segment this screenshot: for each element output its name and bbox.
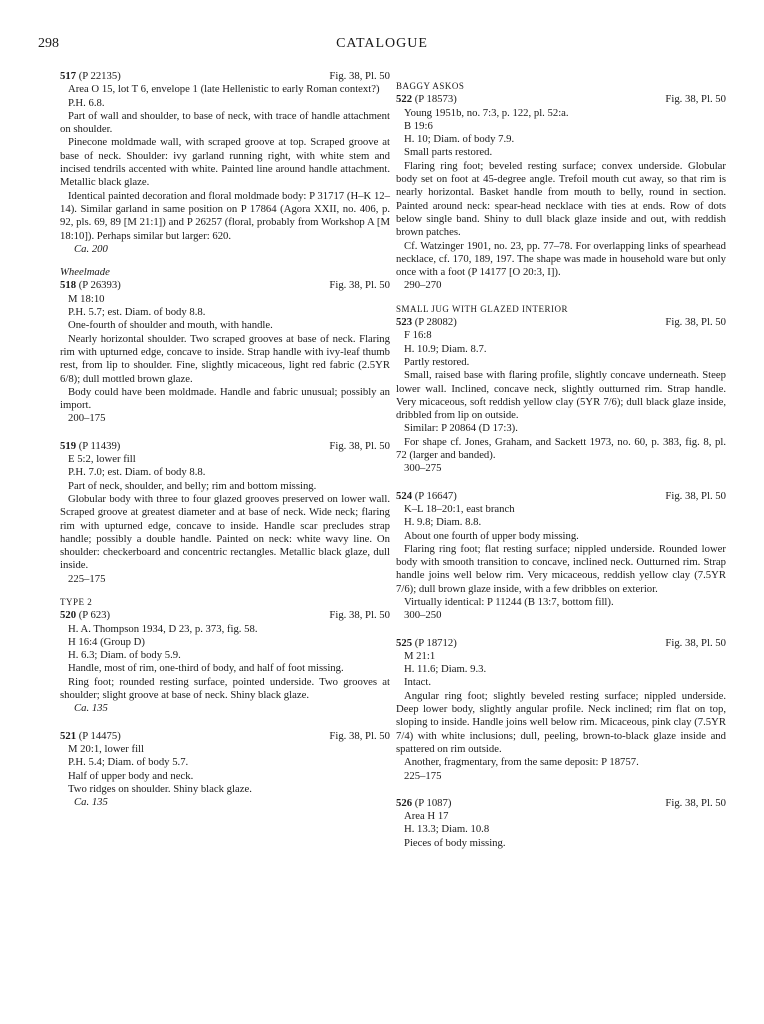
entry-id: [396, 490, 457, 503]
entry-description: Nearly horizontal shoulder. Two scraped grooves at base of neck. Flaring rim with upturned edge, concave to inside. Strap handle with ivy-leaf thumb rest, from lip to shoulder. Fine, slightly micaceous, light red fabric (2.5YR 6/8); dull mottled brown glaze.: [60, 332, 390, 385]
entry-date: Ca. 200: [74, 242, 108, 255]
section-heading: SMALL JUG WITH GLAZED INTERIOR: [396, 303, 568, 314]
inventory-number: (P 28082): [412, 316, 457, 329]
entry-date: 225–175: [404, 769, 442, 782]
figure-reference: Fig. 38, Pl. 50: [665, 489, 726, 502]
entry-number: 526: [396, 796, 413, 809]
entry-id: [60, 440, 120, 453]
entry-meta: P.H. 5.7; est. Diam. of body 8.8.: [68, 306, 206, 319]
entry-description: Small, raised base with flaring profile, slightly concave underneath. Steep lower wall. Inclined, concave neck, slightly outturned rim. Strap handle. Very micaceous, soft reddish yellow clay (5YR 7/6); dull black glaze inside, dribbled from lip on outside.: [396, 369, 726, 422]
figure-reference: Fig. 38, Pl. 50: [329, 729, 390, 742]
entry-header: [60, 279, 390, 292]
entry-description: Globular body with three to four glazed grooves preserved on lower wall. Scraped groove at greatest diameter and at base of neck. Wide neck; flaring rim with upturned edge, concave to inside. Handle scar precludes strap handle; possibly a double handle. Painted on neck: white wavy line. On shoulder: checkerboard and concentric rectangles. Metallic black glaze, dull inside.: [60, 492, 390, 572]
entry-description: Cf. Watzinger 1901, no. 23, pp. 77–78. For overlapping links of spearhead necklace, cf. 170, 189, 197. The shape was made in household ware but only once with a foot (P 14177 [O 20:3, I]).: [396, 239, 726, 279]
entry-meta: P.H. 6.8.: [68, 96, 105, 109]
figure-reference: Fig. 38, Pl. 50: [665, 796, 726, 809]
running-head: CATALOGUE: [336, 36, 428, 51]
entry-number: 524: [396, 489, 413, 502]
inventory-number: (P 26393): [76, 279, 121, 292]
entry-number: 522: [396, 93, 413, 106]
figure-reference: Fig. 38, Pl. 50: [665, 636, 726, 649]
section-gap: [60, 256, 390, 266]
entry-description: Pinecone moldmade wall, with scraped groove at top. Scraped groove at base of neck. Shoulder: ivy garland running right, with white stem and incised tendrils accented with white. Painted line around handle attachment. Metallic black glaze.: [60, 136, 390, 189]
section-gap: [60, 586, 390, 596]
entry-header: [396, 316, 726, 329]
entry-meta: Pieces of body missing.: [404, 836, 506, 849]
figure-reference: Fig. 38, Pl. 50: [329, 70, 390, 82]
entry-description: Angular ring foot; slightly beveled resting surface; nippled underside. Deep lower body, slightly angular profile. Neck inclined; rim flat on top, sloping to inside. Handle joins well below rim. Micaceous, pink clay (7.5YR 7/4) with white inclusions; dull, peeling, brown-to-black glaze inside and spattered on rim outside.: [396, 689, 726, 755]
entry-header: [60, 440, 390, 453]
entry-meta: Part of neck, shoulder, and belly; rim and bottom missing.: [68, 479, 317, 492]
figure-reference: Fig. 38, Pl. 50: [329, 439, 390, 452]
figure-reference: Fig. 38, Pl. 50: [329, 279, 390, 292]
entry-meta: M 18:10: [68, 292, 105, 305]
section-heading: Wheelmade: [60, 266, 110, 279]
entry-gap: [60, 716, 390, 730]
entry-meta: Handle, most of rim, one-third of body, and half of foot missing.: [68, 662, 344, 675]
entry-meta: About one fourth of upper body missing.: [404, 529, 579, 542]
entry-header: [60, 70, 390, 83]
catalogue-entry: [60, 730, 390, 810]
entry-meta: H. 10; Diam. of body 7.9.: [404, 133, 515, 146]
section-heading: TYPE 2: [60, 596, 93, 607]
entry-meta: Two ridges on shoulder. Shiny black glaze.: [68, 782, 252, 795]
entry-number: 525: [396, 636, 413, 649]
entry-header: [396, 637, 726, 650]
entry-meta: Half of upper body and neck.: [68, 769, 194, 782]
entry-meta: Area H 17: [404, 810, 449, 823]
entry-number: 518: [60, 279, 77, 292]
entry-date: 300–250: [404, 609, 442, 622]
entry-meta: P.H. 5.4; Diam. of body 5.7.: [68, 756, 189, 769]
catalogue-entry: [396, 797, 726, 850]
entry-meta: Small parts restored.: [404, 146, 493, 159]
page-number: 298: [38, 36, 59, 51]
catalogue-entry: [396, 316, 726, 476]
section-heading: BAGGY ASKOS: [396, 81, 465, 91]
inventory-number: (P 1087): [412, 796, 452, 809]
entry-id: [396, 93, 457, 106]
entry-number: 517: [60, 70, 77, 82]
section-gap: [396, 293, 726, 303]
inventory-number: (P 18573): [412, 93, 457, 106]
inventory-number: (P 623): [76, 609, 111, 622]
figure-reference: Fig. 38, Pl. 50: [665, 93, 726, 106]
entry-gap: [396, 476, 726, 490]
entry-number: 523: [396, 316, 413, 329]
entry-header: [396, 93, 726, 106]
entry-meta: H. 6.3; Diam. of body 5.9.: [68, 649, 181, 662]
catalogue-entry: [396, 490, 726, 623]
catalogue-entry: [396, 637, 726, 783]
figure-reference: Fig. 38, Pl. 50: [665, 316, 726, 329]
catalogue-entry: [60, 609, 390, 715]
entry-id: [396, 637, 457, 650]
entry-header: [60, 730, 390, 743]
section-gap: [396, 70, 726, 80]
entry-id: [60, 279, 121, 292]
inventory-number: (P 22135): [76, 70, 121, 82]
entry-meta: H. 9.8; Diam. 8.8.: [404, 516, 482, 529]
entry-description: Virtually identical: P 11244 (B 13:7, bottom fill).: [404, 595, 614, 608]
entry-description: Another, fragmentary, from the same deposit: P 18757.: [404, 756, 639, 769]
entry-header: [396, 490, 726, 503]
entry-date: 200–175: [68, 412, 106, 425]
entry-description: Part of wall and shoulder, to base of neck, with trace of handle attachment on shoulder.: [60, 109, 390, 136]
entry-description: Ring foot; rounded resting surface, pointed underside. Two grooves at shoulder; slight groove at base of neck. Shiny black glaze.: [60, 675, 390, 702]
entry-description: Body could have been moldmade. Handle and fabric unusual; possibly an import.: [60, 385, 390, 412]
entry-description: For shape cf. Jones, Graham, and Sackett 1973, no. 60, p. 383, fig. 8, pl. 72 (larger and banded).: [396, 435, 726, 462]
entry-number: 520: [60, 609, 77, 622]
entry-date: 225–175: [68, 572, 106, 585]
entry-date: 290–270: [404, 279, 442, 292]
entry-meta: M 20:1, lower fill: [68, 742, 144, 755]
entry-id: [60, 730, 121, 743]
entry-number: 519: [60, 439, 77, 452]
inventory-number: (P 16647): [412, 489, 457, 502]
catalogue-entry: [396, 93, 726, 292]
inventory-number: (P 18712): [412, 636, 457, 649]
entry-meta: K–L 18–20:1, east branch: [404, 502, 515, 515]
inventory-number: (P 11439): [76, 439, 121, 452]
entry-gap: [396, 623, 726, 637]
entry-gap: [60, 426, 390, 440]
entry-date: Ca. 135: [74, 796, 108, 809]
entry-description: Identical painted decoration and floral moldmade body: P 31717 (H–K 12–14). Similar garland in same position on P 17864 (Agora XXII, no. 406, p. 92, pls. 69, 89 [M 21:1]) and P 26257 (floral, probably from Workshop A [M 18:10]). Perhaps similar but larger: 620.: [60, 189, 390, 242]
entry-description: Similar: P 20864 (D 17:3).: [404, 422, 518, 435]
catalogue-entry: [60, 440, 390, 586]
entry-meta: F 16:8: [404, 329, 432, 342]
entry-id: [396, 797, 451, 810]
entry-meta: H. 13.3; Diam. 10.8: [404, 823, 490, 836]
figure-reference: Fig. 38, Pl. 50: [329, 609, 390, 622]
entry-header: [60, 609, 390, 622]
entry-description: Flaring ring foot; beveled resting surface; convex underside. Globular body set on foot at 45-degree angle. Trefoil mouth cut away, so that rim is nearly horizontal. Basket handle from mouth to belly, round in section. Painted around neck: spear-head necklace with ties at ends. Row of dots below single band. Shiny to dull black glaze inside and out, with reddish brown patches.: [396, 159, 726, 239]
entry-meta: E 5:2, lower fill: [68, 453, 136, 466]
entry-number: 521: [60, 729, 77, 742]
entry-id: [60, 609, 110, 622]
entry-id: [60, 70, 121, 83]
right-column: [396, 70, 726, 850]
entry-meta: H 16:4 (Group D): [68, 635, 145, 648]
entry-header: [396, 797, 726, 810]
entry-meta: Area O 15, lot T 6, envelope 1 (late Hellenistic to early Roman context?): [68, 83, 380, 96]
entry-meta: Intact.: [404, 676, 432, 689]
catalogue-entry: [60, 279, 390, 425]
entry-meta: H. A. Thompson 1934, D 23, p. 373, fig. 58.: [68, 622, 258, 635]
catalogue-entry: [60, 70, 390, 256]
entry-meta: Partly restored.: [404, 355, 470, 368]
entry-meta: One-fourth of shoulder and mouth, with handle.: [68, 319, 273, 332]
entry-id: [396, 316, 457, 329]
entry-meta: H. 11.6; Diam. 9.3.: [404, 663, 487, 676]
entry-date: Ca. 135: [74, 702, 108, 715]
entry-date: 300–275: [404, 462, 442, 475]
inventory-number: (P 14475): [76, 729, 121, 742]
entry-meta: P.H. 7.0; est. Diam. of body 8.8.: [68, 466, 206, 479]
entry-meta: M 21:1: [404, 649, 436, 662]
entry-gap: [396, 783, 726, 797]
entry-meta: B 19:6: [404, 119, 433, 132]
entry-meta: H. 10.9; Diam. 8.7.: [404, 342, 487, 355]
entry-description: Flaring ring foot; flat resting surface; nippled underside. Rounded lower body with smooth transition to concave, inclined neck. Outturned rim. Strap handle joins well below rim. Very micaceous, reddish yellow clay (7.5YR 7/6); dull brown glaze inside, with a few dribbles on exterior.: [396, 542, 726, 595]
left-column: [60, 70, 390, 809]
entry-meta: Young 1951b, no. 7:3, p. 122, pl. 52:a.: [404, 106, 569, 119]
